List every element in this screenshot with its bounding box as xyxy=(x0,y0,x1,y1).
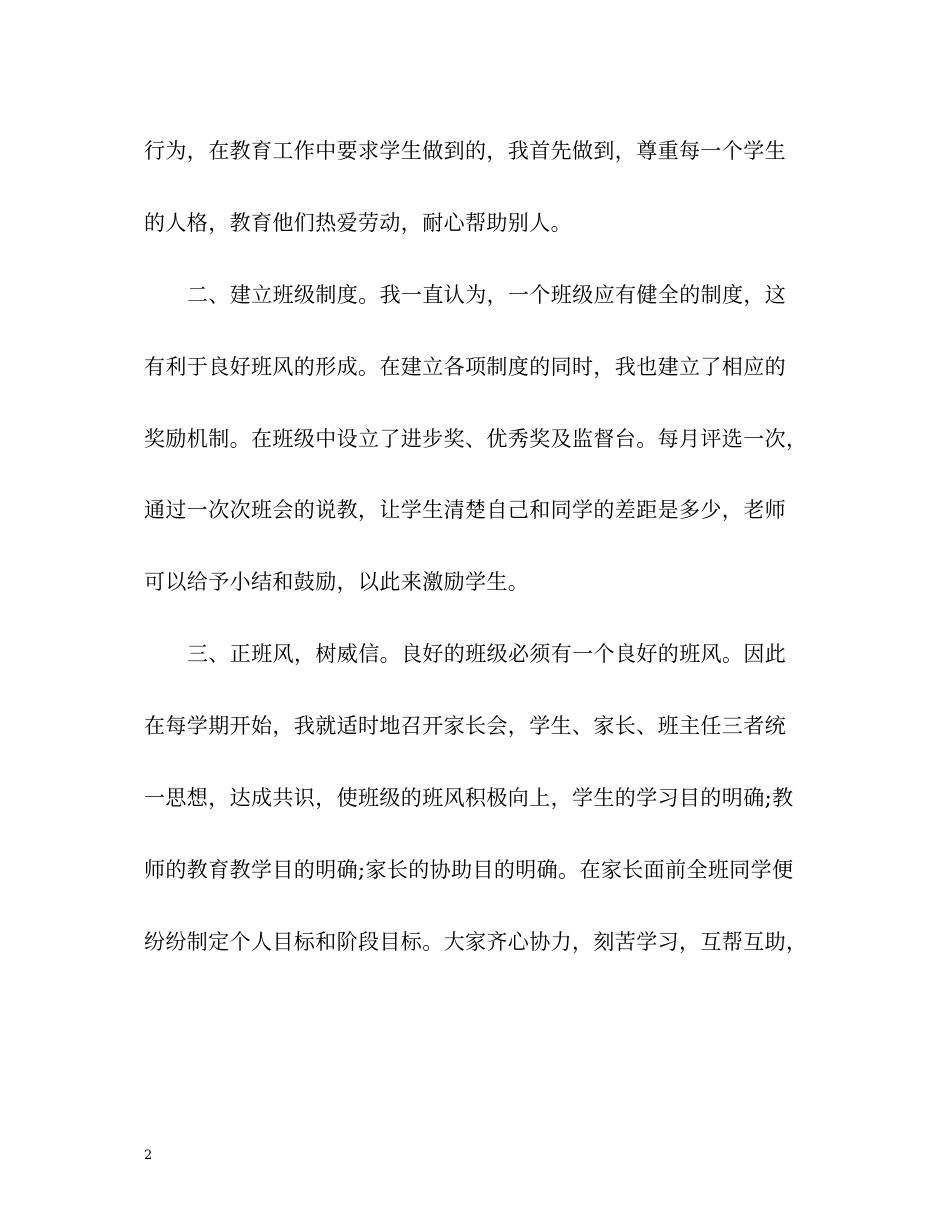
text-line: 的人格，教育他们热爱劳动，耐心帮助别人。 xyxy=(144,210,572,235)
text-line: 通过一次次班会的说教，让学生清楚自己和同学的差距是多少，老师 xyxy=(144,498,786,523)
body-text xyxy=(144,135,809,998)
text-line: 纷纷制定个人目标和阶段目标。大家齐心协力，刻苦学习，互帮互助， xyxy=(144,929,808,954)
text-line: 师的教育教学目的明确;家长的协助目的明确。在家长面前全班同学便 xyxy=(144,857,794,882)
text-line: 一思想，达成共识，使班级的班风积极向上，学生的学习目的明确;教 xyxy=(144,786,794,811)
text-line: 在每学期开始，我就适时地召开家长会，学生、家长、班主任三者统 xyxy=(144,714,786,739)
text-line: 行为，在教育工作中要求学生做到的，我首先做到，尊重每一个学生 xyxy=(144,139,786,163)
text-line: 奖励机制。在班级中设立了进步奖、优秀奖及监督台。每月评选一次， xyxy=(144,426,808,451)
text-line: 有利于良好班风的形成。在建立各项制度的同时，我也建立了相应的 xyxy=(144,354,786,379)
paragraph-start-line: 三、正班风，树威信。良好的班级必须有一个良好的班风。因此 xyxy=(187,642,787,667)
text-line: 可以给予小结和鼓励，以此来激励学生。 xyxy=(144,570,530,595)
paragraph-start-line: 二、建立班级制度。我一直认为，一个班级应有健全的制度，这 xyxy=(187,282,787,307)
page-number: 2 xyxy=(144,1148,153,1163)
